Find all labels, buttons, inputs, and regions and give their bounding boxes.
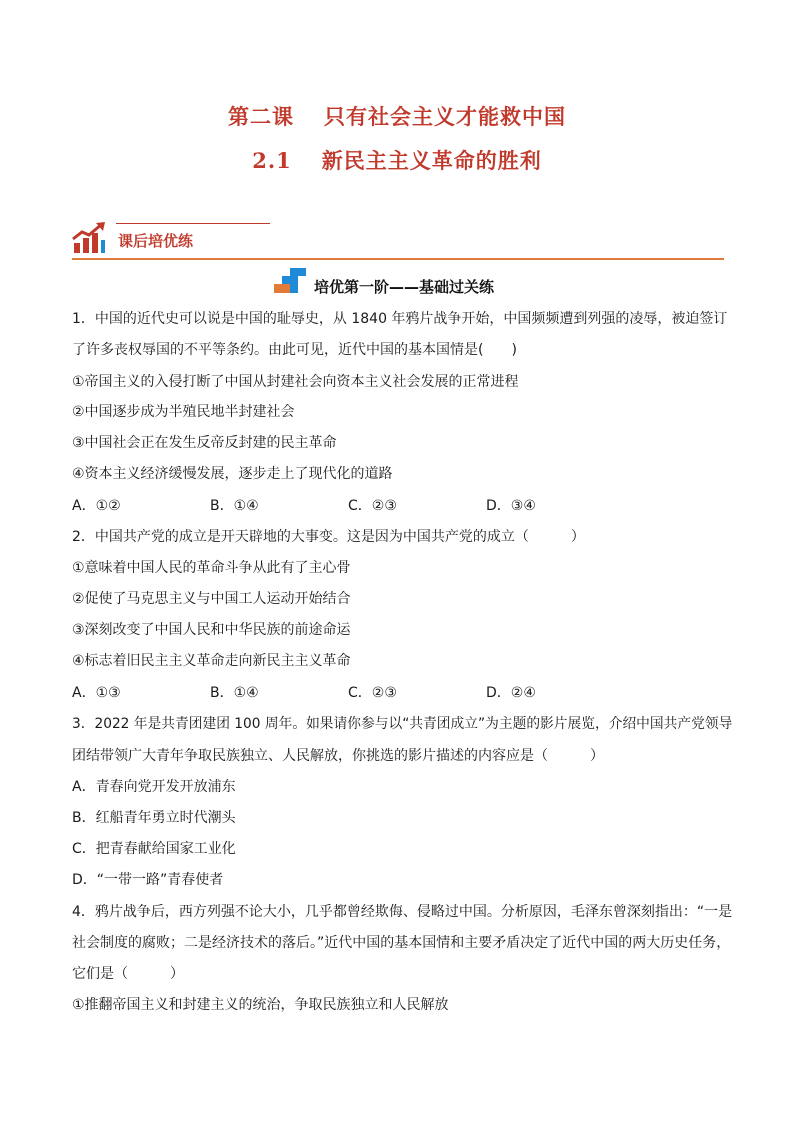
section-label: 课后培优练: [118, 232, 194, 250]
question-3-text: 3．2022 年是共青团建团 100 周年。如果请你参与以“共青团成立”为主题的影片展览，介绍中国共产党领导: [72, 716, 733, 732]
q2-option-c: C．②③: [348, 685, 397, 701]
q2-statement-3: ③深刻改变了中国人民和中华民族的前途命运: [72, 622, 351, 638]
q1-statement-1: ①帝国主义的入侵打断了中国从封建社会向资本主义社会发展的正常进程: [72, 374, 519, 390]
title-lesson: 第二课: [228, 104, 294, 129]
page-subtitle: [0, 145, 794, 175]
section-top-rule: [116, 223, 270, 224]
question-3-text-cont: 团结带领广大青年争取民族独立、人民解放，你挑选的影片描述的内容应是（ ）: [72, 748, 604, 764]
q2-statement-1: ①意味着中国人民的革命斗争从此有了主心骨: [72, 560, 351, 576]
q1-option-c: C．②③: [348, 498, 397, 514]
q1-statement-2: ②中国逐步成为半殖民地半封建社会: [72, 404, 295, 420]
q2-statement-2: ②促使了马克思主义与中国工人运动开始结合: [72, 591, 351, 607]
question-1-text-cont: 了许多丧权辱国的不平等条约。由此可见，近代中国的基本国情是( ): [72, 342, 517, 358]
question-4-text-cont: 社会制度的腐败；二是经济技术的落后。”近代中国的基本国情和主要矛盾决定了近代中国的两大历史任务，: [72, 935, 731, 951]
question-2-text: 2．中国共产党的成立是开天辟地的大事变。这是因为中国共产党的成立（ ）: [72, 529, 585, 545]
question-4-text: 4．鸦片战争后，西方列强不论大小，几乎都曾经欺侮、侵略过中国。分析原因，毛泽东曾深刻指出：“一是: [72, 904, 733, 920]
q1-option-b: B．①④: [210, 498, 259, 514]
section-header: [72, 218, 724, 262]
sub-section-label: 培优第一阶——基础过关练: [314, 278, 495, 296]
q1-statement-4: ④资本主义经济缓慢发展，逐步走上了现代化的道路: [72, 466, 393, 482]
q3-choice-a: A．青春向党开发开放浦东: [72, 779, 236, 795]
stairs-blocks-icon: [272, 268, 308, 296]
page-title: [0, 101, 794, 131]
q3-choice-c: C．把青春献给国家工业化: [72, 841, 236, 857]
q4-statement-1: ①推翻帝国主义和封建主义的统治，争取民族独立和人民解放: [72, 997, 449, 1013]
title-section-number: 2.1: [252, 148, 292, 173]
q1-option-a: A．①②: [72, 498, 121, 514]
q2-statement-4: ④标志着旧民主主义革命走向新民主主义革命: [72, 653, 351, 669]
bar-chart-growth-icon: [72, 221, 106, 255]
question-4-text-end: 它们是（ ）: [72, 966, 184, 982]
q2-option-d: D．②④: [486, 685, 536, 701]
q3-choice-b: B．红船青年勇立时代潮头: [72, 810, 236, 826]
q2-option-b: B．①④: [210, 685, 259, 701]
q2-option-a: A．①③: [72, 685, 121, 701]
q3-choice-d: D．“一带一路”青春使者: [72, 872, 224, 888]
q1-option-d: D．③④: [486, 498, 536, 514]
title-topic: 只有社会主义才能救中国: [324, 104, 566, 129]
title-section-name: 新民主主义革命的胜利: [321, 148, 542, 173]
q1-statement-3: ③中国社会正在发生反帝反封建的民主革命: [72, 435, 337, 451]
question-1-text: 1．中国的近代史可以说是中国的耻辱史，从 1840 年鸦片战争开始，中国频频遭到列强的凌辱，被迫签订: [72, 311, 728, 327]
section-divider: [72, 258, 724, 260]
